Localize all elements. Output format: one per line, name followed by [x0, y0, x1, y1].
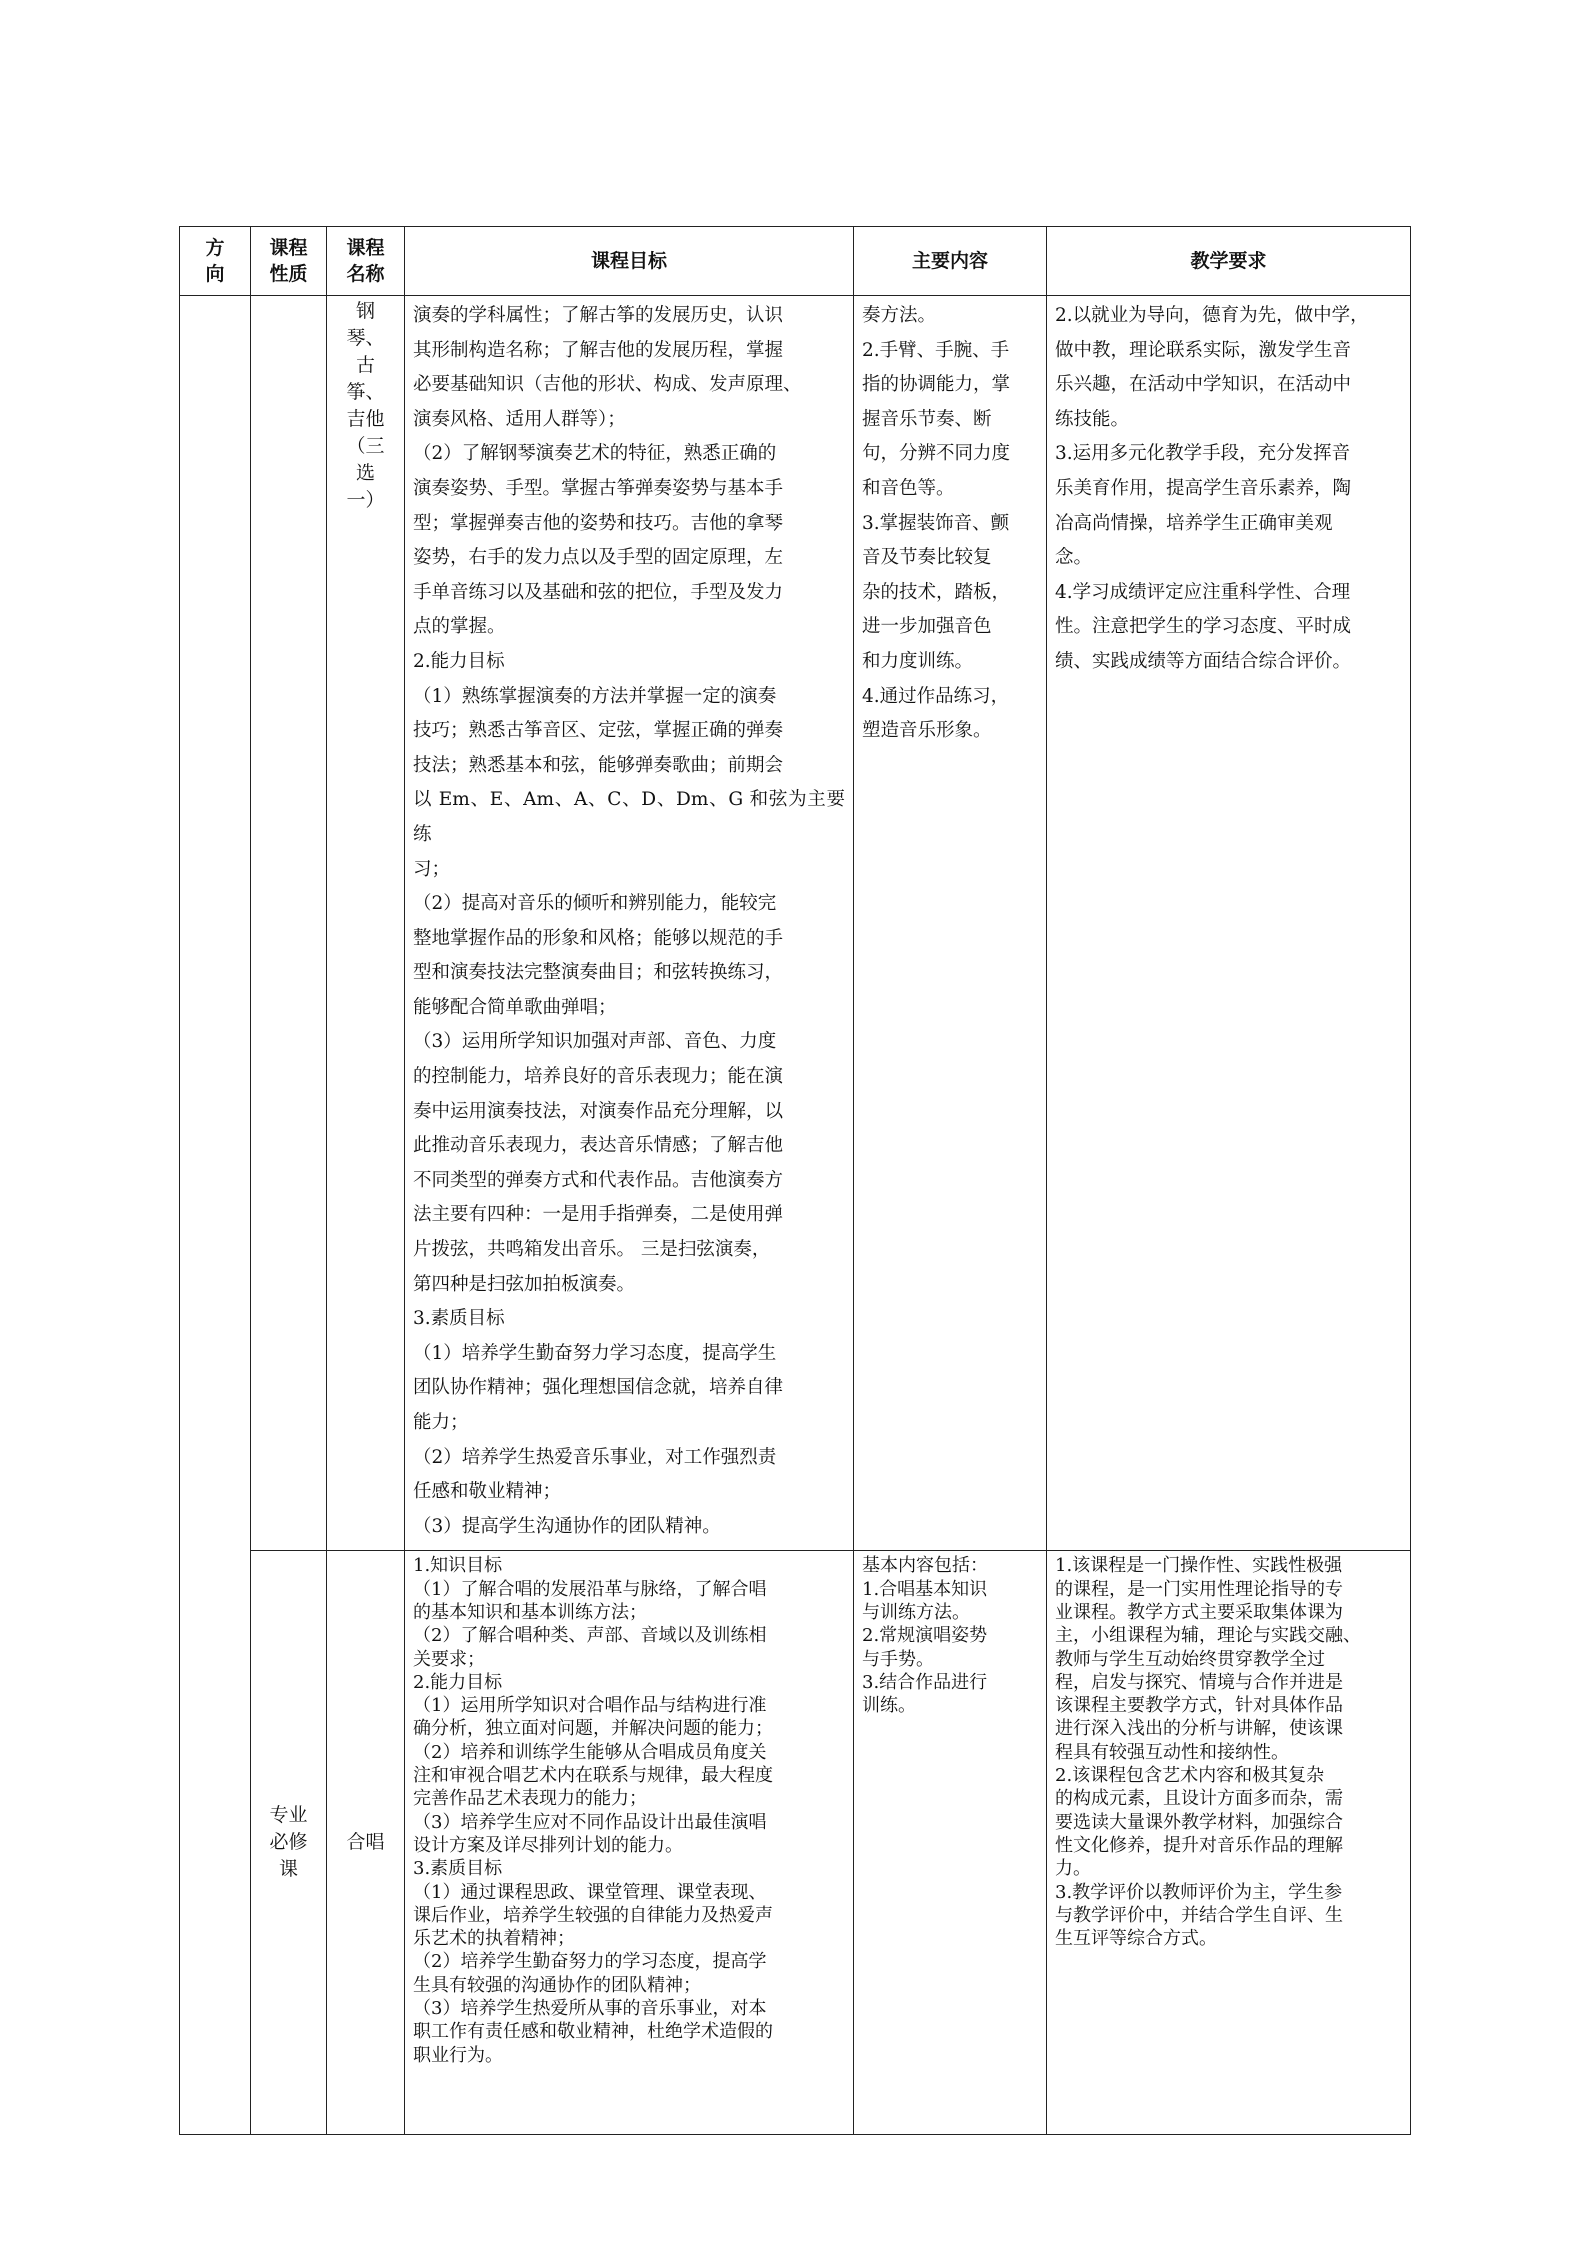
- nature-cell: 专业 必修 课: [251, 1551, 327, 2135]
- course-name-cell: 合唱: [327, 1551, 405, 2135]
- objectives-cell: [405, 296, 854, 1551]
- course-table: [179, 226, 1411, 2135]
- content-cell: [854, 1551, 1047, 2135]
- requirements-cell: [1047, 296, 1411, 1551]
- content-text: 奏方法。 2.手臂、手腕、手 指的协调能力，掌 握音乐节奏、断 句，分辨不同力度 和音色等。 3.掌握装饰音、颤 音及节奏比较复 杂的技术，踏板， 进一步加强音色 和力度训练。 4.通过作品练习， 塑造音乐形象。: [862, 305, 1011, 742]
- header-direction: 方 向: [180, 227, 251, 296]
- header-row: [180, 227, 1411, 296]
- requirements-cell: [1047, 1551, 1411, 2135]
- content-text: 基本内容包括： 1.合唱基本知识 与训练方法。 2.常规演唱姿势 与手势。 3.结合作品进行 训练。: [862, 1555, 988, 1717]
- header-main-content: 主要内容: [854, 227, 1047, 296]
- objectives-text: 演奏的学科属性；了解古筝的发展历史，认识 其形制构造名称；了解吉他的发展历程，掌握 必要基础知识（吉他的形状、构成、发声原理、 演奏风格、适用人群等）； （2）了解钢琴演奏艺术的特征，熟悉正确的 演奏姿势、手型。掌握古筝弹奏姿势与基本手 型；掌握弹奏吉他的姿势和技巧。吉他的拿琴 姿势，右手的发力点以及手型的固定原理，左 手单音练习以及基础和弦的把位，手型及发力 点的掌握。 2.能力目标 （1）熟练掌握演奏的方法并掌握一定的演奏 技巧；熟悉古筝音区、定弦，掌握正确的弹奏 技法；熟悉基本和弦，能够弹奏歌曲；前期会 以 Em、E、Am、A、C、D、Dm、G 和弦为主要练 习； （2）提高对音乐的倾听和辨别能力，能较完 整地掌握作品的形象和风格；能够以规范的手 型和演奏技法完整演奏曲目；和弦转换练习， 能够配合简单歌曲弹唱； （3）运用所学知识加强对声部、音色、力度 的控制能力，培养良好的音乐表现力；能在演 奏中运用演奏技法，对演奏作品充分理解，以 此推动音乐表现力，表达音乐情感；了解吉他 不同类型的弹奏方式和代表作品。吉他演奏方 法主要有四种：一是用手指弹奏，二是使用弹 片拨弦，共鸣箱发出音乐。 三是扫弦演奏， 第四种是扫弦加拍板演奏。 3.素质目标 （1）培养学生勤奋努力学习态度，提高学生 团队协作精神；强化理想国信念就，培养自律 能力； （2）培养学生热爱音乐事业，对工作强烈责 任感和敬业精神； （3）提高学生沟通协作的团队精神。: [413, 305, 845, 1537]
- table-row: [180, 1551, 1411, 2135]
- header-teaching-requirements: 教学要求: [1047, 227, 1411, 296]
- table-row: [180, 296, 1411, 1551]
- header-course-name: 课程 名称: [327, 227, 405, 296]
- content-cell: [854, 296, 1047, 1551]
- requirements-text: 1.该课程是一门操作性、实践性极强 的课程，是一门实用性理论指导的专 业课程。教学方式主要采取集体课为 主，小组课程为辅，理论与实践交融、 教师与学生互动始终贯穿教学全过 程，启发与探究、情境与合作并进是 该课程主要教学方式，针对具体作品 进行深入浅出的分析与讲解，使该课 程具有较强互动性和接纳性。 2.该课程包含艺术内容和极其复杂 的构成元素，且设计方面多而杂，需 要选读大量课外教学材料，加强综合 性文化修养，提升对音乐作品的理解 力。 3.教学评价以教师评价为主，学生参 与教学评价中，并结合学生自评、生 生互评等综合方式。: [1055, 1555, 1361, 1950]
- objectives-cell: [405, 1551, 854, 2135]
- header-course-objectives: 课程目标: [405, 227, 854, 296]
- requirements-text: 2.以就业为导向，德育为先，做中学， 做中教，理论联系实际，激发学生音 乐兴趣，在活动中学知识，在活动中 练技能。 3.运用多元化教学手段，充分发挥音 乐美育作用，提高学生音乐素养，陶 冶高尚情操，培养学生正确审美观 念。 4.学习成绩评定应注重科学性、合理 性。注意把学生的学习态度、平时成 绩、实践成绩等方面结合综合评价。: [1055, 305, 1369, 672]
- course-name-cell: 钢 琴、 古 筝、 吉他 （三 选 一）: [327, 296, 405, 1551]
- nature-cell: [251, 296, 327, 1551]
- direction-cell: [180, 296, 251, 2135]
- header-course-nature: 课程 性质: [251, 227, 327, 296]
- objectives-text: 1.知识目标 （1）了解合唱的发展沿革与脉络，了解合唱 的基本知识和基本训练方法； （2）了解合唱种类、声部、音域以及训练相 关要求； 2.能力目标 （1）运用所学知识对合唱作品与结构进行准 确分析，独立面对问题，并解决问题的能力； （2）培养和训练学生能够从合唱成员角度关 注和审视合唱艺术内在联系与规律，最大程度 完善作品艺术表现力的能力； （3）培养学生应对不同作品设计出最佳演唱 设计方案及详尽排列计划的能力。 3.素质目标 （1）通过课程思政、课堂管理、课堂表现、 课后作业，培养学生较强的自律能力及热爱声 乐艺术的执着精神； （2）培养学生勤奋努力的学习态度，提高学 生具有较强的沟通协作的团队精神； （3）培养学生热爱所从事的音乐事业，对本 职工作有责任感和敬业精神，杜绝学术造假的 职业行为。: [413, 1555, 773, 2066]
